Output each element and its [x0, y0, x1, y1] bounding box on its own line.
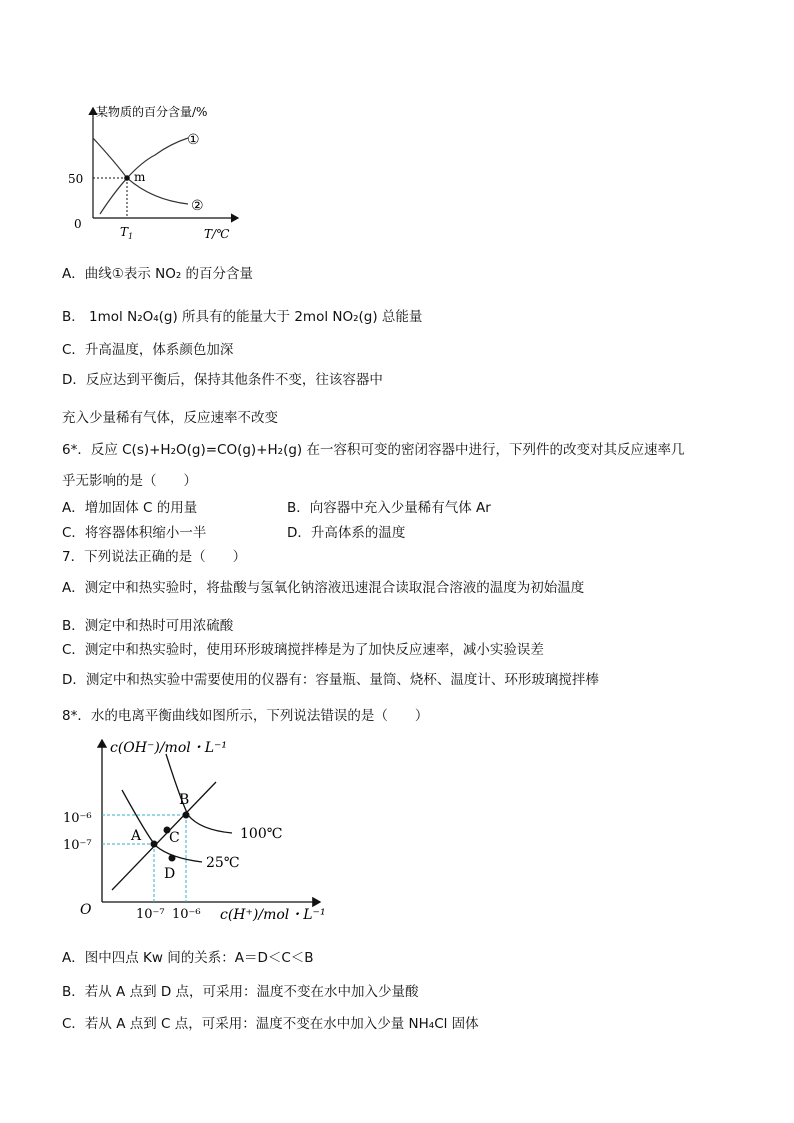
y-tick-1e-7: 10⁻⁷: [63, 838, 92, 853]
y-tick-1e-6: 10⁻⁶: [63, 811, 92, 826]
figure-water-ionization: [60, 732, 350, 932]
q5-option-d: D．反应达到平衡后，保持其他条件不变，往该容器中: [62, 372, 383, 388]
q7-option-a: A．测定中和热实验时，将盐酸与氢氧化钠溶液迅速混合读取混合溶液的温度为初始温度: [62, 580, 585, 596]
q6-option-b: B．向容器中充入少量稀有气体 Ar: [287, 500, 491, 516]
q5-option-d-continued: 充入少量稀有气体，反应速率不改变: [62, 410, 278, 426]
q8-stem: 8*．水的电离平衡曲线如图所示，下列说法错误的是（ ）: [62, 708, 429, 724]
origin-label: 0: [74, 217, 82, 231]
point-A-label: A: [131, 828, 142, 844]
curve-100C-label: 100℃: [240, 826, 283, 842]
q5-option-c: C．升高温度，体系颜色加深: [62, 342, 234, 358]
x-tick-1e-6: 10⁻⁶: [172, 907, 201, 922]
q5-option-b: B． 1mol N₂O₄(g) 所具有的能量大于 2mol NO₂(g) 总能量: [62, 309, 423, 325]
curve-25C-label: 25℃: [206, 855, 240, 871]
y-axis-label: c(OH⁻)/mol・L⁻¹: [110, 740, 228, 756]
q8-option-c: C．若从 A 点到 C 点，可采用：温度不变在水中加入少量 NH₄Cl 固体: [62, 1016, 479, 1032]
q8-option-b: B．若从 A 点到 D 点，可采用：温度不变在水中加入少量酸: [62, 984, 419, 1000]
y-axis-label: 某物质的百分含量/%: [96, 105, 208, 119]
curve-25C: [122, 790, 202, 862]
y-tick-50: 50: [68, 172, 84, 186]
q7-option-b: B．测定中和热时可用浓硫酸: [62, 618, 234, 634]
curve-1-label: ①: [187, 132, 200, 148]
x-tick-1e-7: 10⁻⁷: [136, 907, 165, 922]
q6-option-a: A．增加固体 C 的用量: [62, 500, 198, 516]
q6-option-d: D．升高体系的温度: [287, 525, 406, 541]
point-D-label: D: [164, 866, 176, 882]
point-m-label: m: [134, 170, 146, 184]
figure-percent-vs-temperature: [60, 100, 260, 245]
q7-option-c: C．测定中和热实验时，使用环形玻璃搅拌棒是为了加快反应速率，减小实验误差: [62, 642, 544, 658]
q7-stem: 7．下列说法正确的是（ ）: [62, 549, 247, 565]
x-axis-label: c(H⁺)/mol・L⁻¹: [220, 907, 326, 923]
q8-option-a: A．图中四点 Kw 间的关系：A＝D＜C＜B: [62, 950, 314, 966]
origin-label: O: [80, 902, 92, 918]
point-B: [183, 812, 190, 819]
point-B-label: B: [179, 792, 190, 808]
point-C-label: C: [169, 830, 180, 846]
curve-100C: [166, 754, 232, 833]
q6-stem: 6*．反应 C(s)+H₂O(g)=CO(g)+H₂(g) 在一容积可变的密闭容器中进行，下列件的改变对其反应速率几: [62, 442, 685, 458]
point-A: [151, 841, 158, 848]
curve-2-label: ②: [191, 198, 204, 214]
q5-option-a: A．曲线①表示 NO₂ 的百分含量: [62, 266, 254, 282]
q6-option-c: C．将容器体积缩小一半: [62, 525, 207, 541]
point-m: [124, 175, 130, 181]
point-D: [169, 855, 176, 862]
q6-stem-continued: 乎无影响的是（ ）: [62, 473, 197, 489]
x-tick-T1: $T_1$: [120, 225, 134, 241]
x-axis-label: T/℃: [204, 227, 230, 241]
q7-option-d: D．测定中和热实验中需要使用的仪器有：容量瓶、量筒、烧杯、温度计、环形玻璃搅拌棒: [62, 672, 599, 688]
